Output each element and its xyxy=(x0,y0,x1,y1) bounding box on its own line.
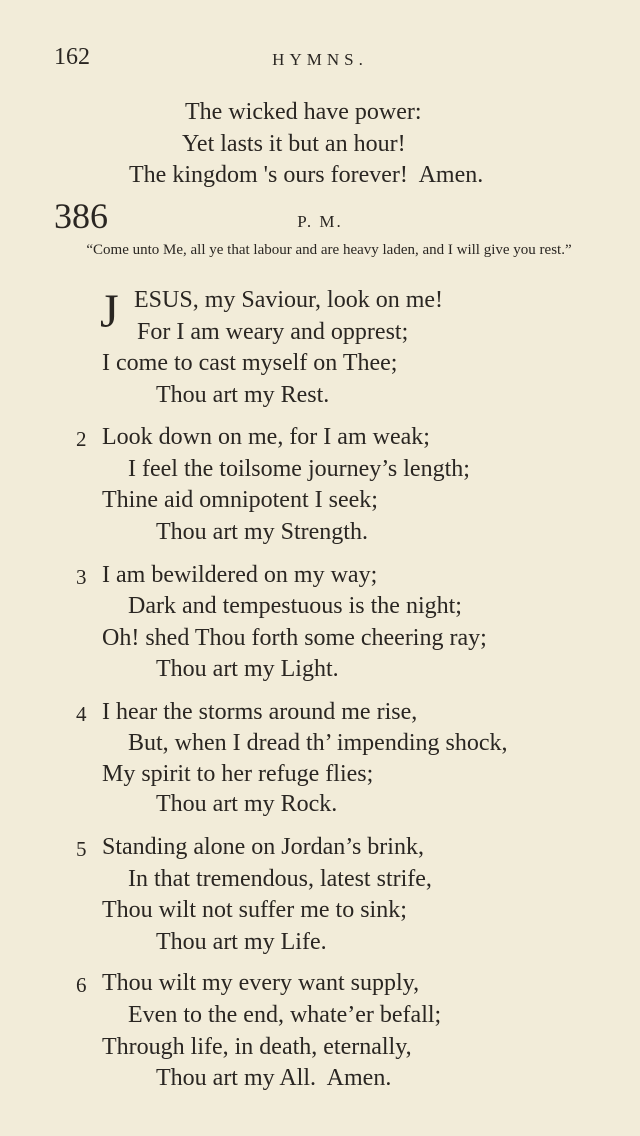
verse-line: My spirit to her refuge flies; xyxy=(102,761,374,787)
verse-line: I feel the toilsome journey’s length; xyxy=(128,456,470,482)
verse-line: Even to the end, whate’er befall; xyxy=(128,1002,442,1028)
verse-line: Thine aid omnipotent I seek; xyxy=(102,487,378,513)
verse-line: Thou wilt not suffer me to sink; xyxy=(102,897,407,923)
page-number: 162 xyxy=(54,44,90,70)
verse-line: For I am weary and opprest; xyxy=(137,319,409,345)
verse-line: Oh! shed Thou forth some cheering ray; xyxy=(102,625,487,651)
verse-line: Thou art my Life. xyxy=(156,929,327,955)
verse-line: ESUS, my Saviour, look on me! xyxy=(134,287,444,313)
verse-line: Look down on me, for I am weak; xyxy=(102,424,430,450)
hymn-meter: P. M. xyxy=(297,212,343,231)
verse-line: Thou art my Light. xyxy=(156,656,339,682)
verse-number: 3 xyxy=(76,565,87,589)
verse-line: Thou wilt my every want supply, xyxy=(102,970,420,996)
verse-line: I am bewildered on my way; xyxy=(102,562,378,588)
verse-line: Through life, in death, eternally, xyxy=(102,1034,412,1060)
verse-line: Standing alone on Jordan’s brink, xyxy=(102,834,424,860)
prev-hymn-line: The wicked have power: xyxy=(185,99,422,125)
verse-line: Thou art my Rock. xyxy=(156,791,338,817)
verse-number: 2 xyxy=(76,427,87,451)
hymn-number: 386 xyxy=(54,196,108,236)
verse-number: 4 xyxy=(76,702,87,726)
drop-cap: J xyxy=(100,285,119,338)
verse-line: I come to cast myself on Thee; xyxy=(102,350,398,376)
prev-hymn-line: The kingdom 's ours forever! Amen. xyxy=(129,162,484,188)
verse-line: I hear the storms around me rise, xyxy=(102,699,418,725)
verse-line: But, when I dread th’ impending shock, xyxy=(128,730,508,756)
verse-line: Dark and tempestuous is the night; xyxy=(128,593,462,619)
verse-line: Thou art my All. Amen. xyxy=(156,1065,392,1091)
prev-hymn-line: Yet lasts it but an hour! xyxy=(182,131,406,157)
verse-line: Thou art my Rest. xyxy=(156,382,330,408)
verse-number: 6 xyxy=(76,973,87,997)
verse-number: 5 xyxy=(76,837,87,861)
running-title: HYMNS. xyxy=(272,50,368,69)
hymn-epigraph: “Come unto Me, all ye that labour and are heavy laden, and I will give you rest.” xyxy=(86,242,572,258)
verse-line: Thou art my Strength. xyxy=(156,519,368,545)
verse-line: In that tremendous, latest strife, xyxy=(128,866,432,892)
